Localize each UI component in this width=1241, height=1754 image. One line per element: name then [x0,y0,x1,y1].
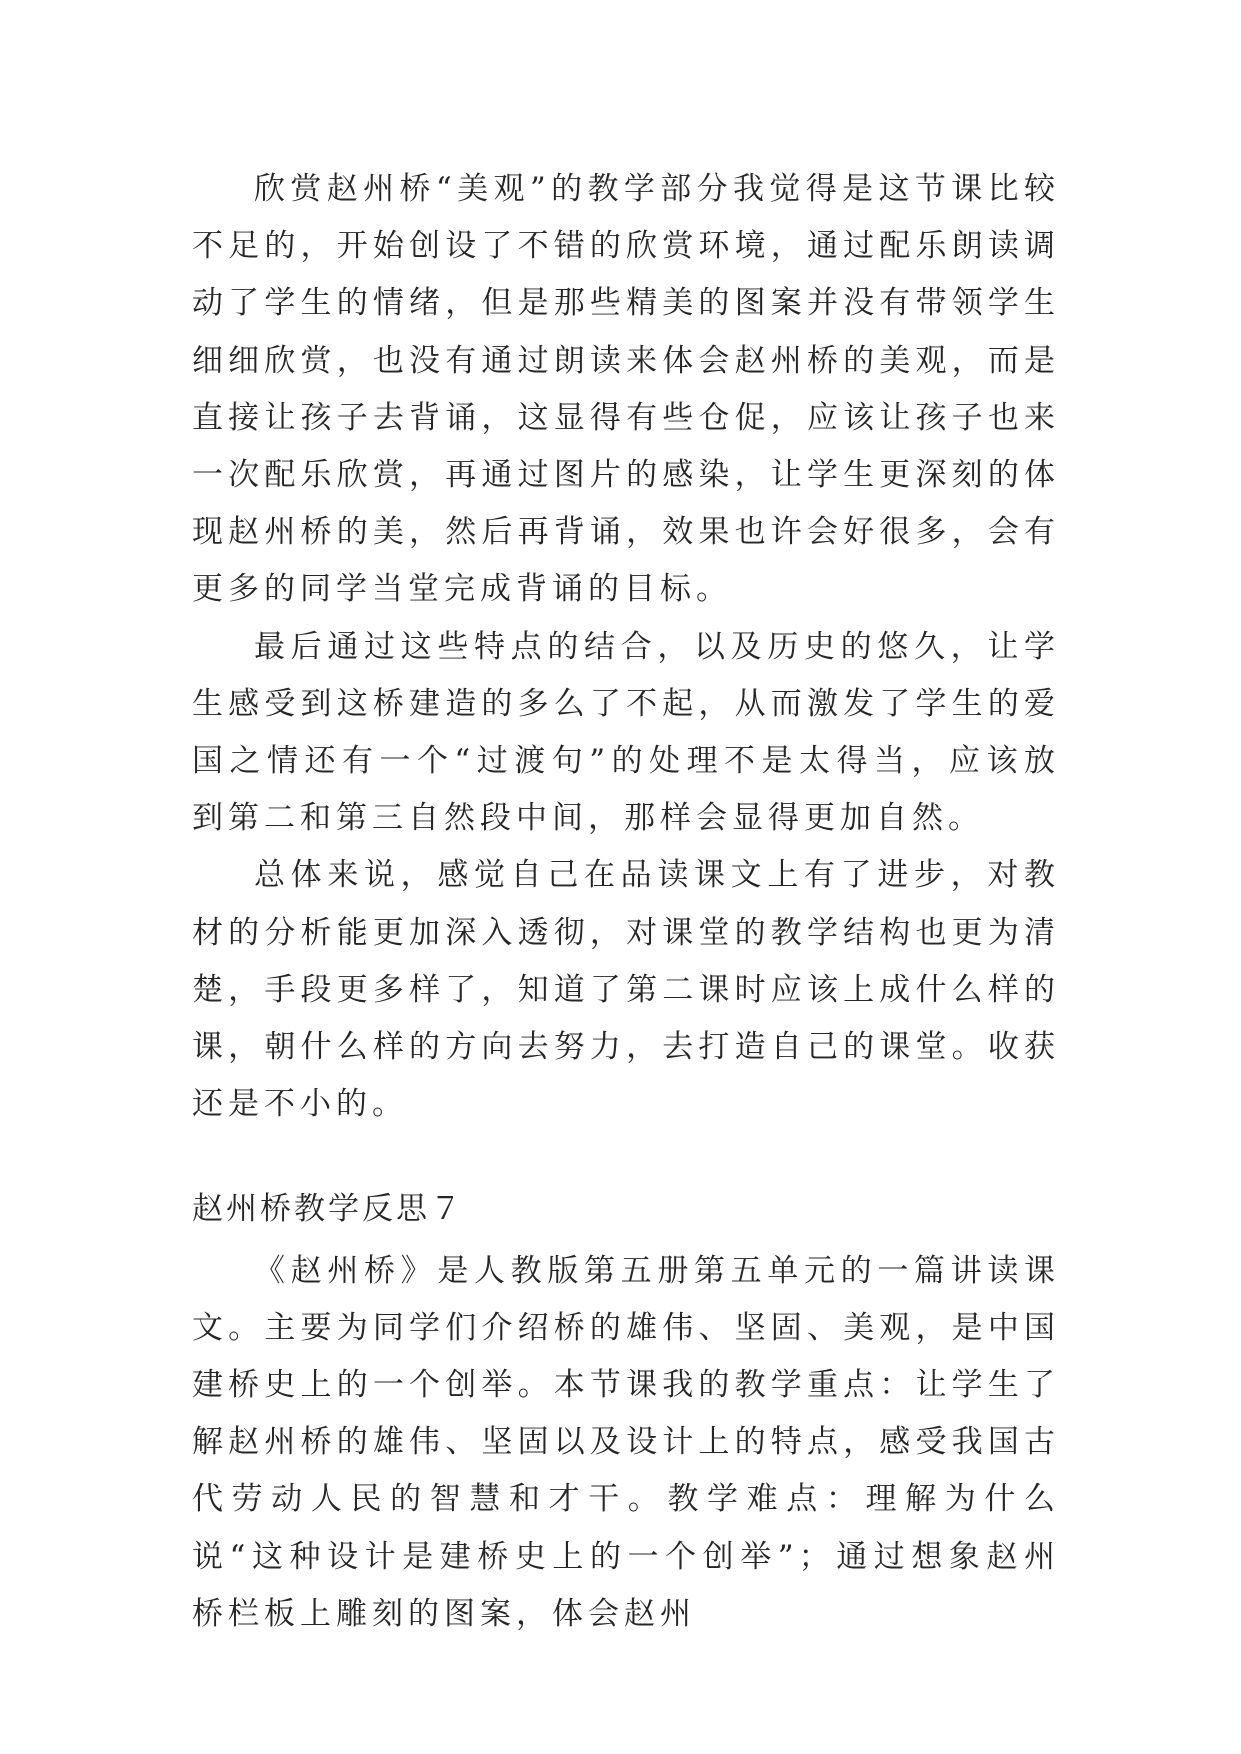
paragraph-overall-summary: 总体来说，感觉自己在品读课文上有了进步，对教材的分析能更加深入透彻，对课堂的教学结构也更为清楚，手段更多样了，知道了第二课时应该上成什么样的课，朝什么样的方向去努力，去打造自己的课堂。收获还是不小的。 [192,857,1060,1123]
paragraph-zhaozhou-beauty-reflection: 欣赏赵州桥“美观”的教学部分我觉得是这节课比较不足的，开始创设了不错的欣赏环境，通过配乐朗读调动了学生的情绪，但是那些精美的图案并没有带领学生细细欣赏，也没有通过朗读来体会赵州桥的美观，而是直接让孩子去背诵，这显得有些仓促，应该让孩子也来一次配乐欣赏，再通过图片的感染，让学生更深刻的体现赵州桥的美，然后再背诵，效果也许会好很多，会有更多的同学当堂完成背诵的目标。 [192,171,1060,608]
section-heading: 赵州桥教学反思７ [192,1191,464,1228]
document-body [192,161,1060,1643]
paragraph-lesson-introduction: 《赵州桥》是人教版第五册第五单元的一篇讲读课文。主要为同学们介绍桥的雄伟、坚固、美观，是中国建桥史上的一个创举。本节课我的教学重点：让学生了解赵州桥的雄伟、坚固以及设计上的特点，感受我国古代劳动人民的智慧和才干。教学难点：理解为什么说“这种设计是建桥史上的一个创举”；通过想象赵州桥栏板上雕刻的图案，体会赵州 [192,1252,1060,1632]
paragraph-features-combination: 最后通过这些特点的结合，以及历史的悠久，让学生感受到这桥建造的多么了不起，从而激发了学生的爱国之情还有一个“过渡句”的处理不是太得当，应该放到第二和第三自然段中间，那样会显得更加自然。 [192,628,1060,837]
